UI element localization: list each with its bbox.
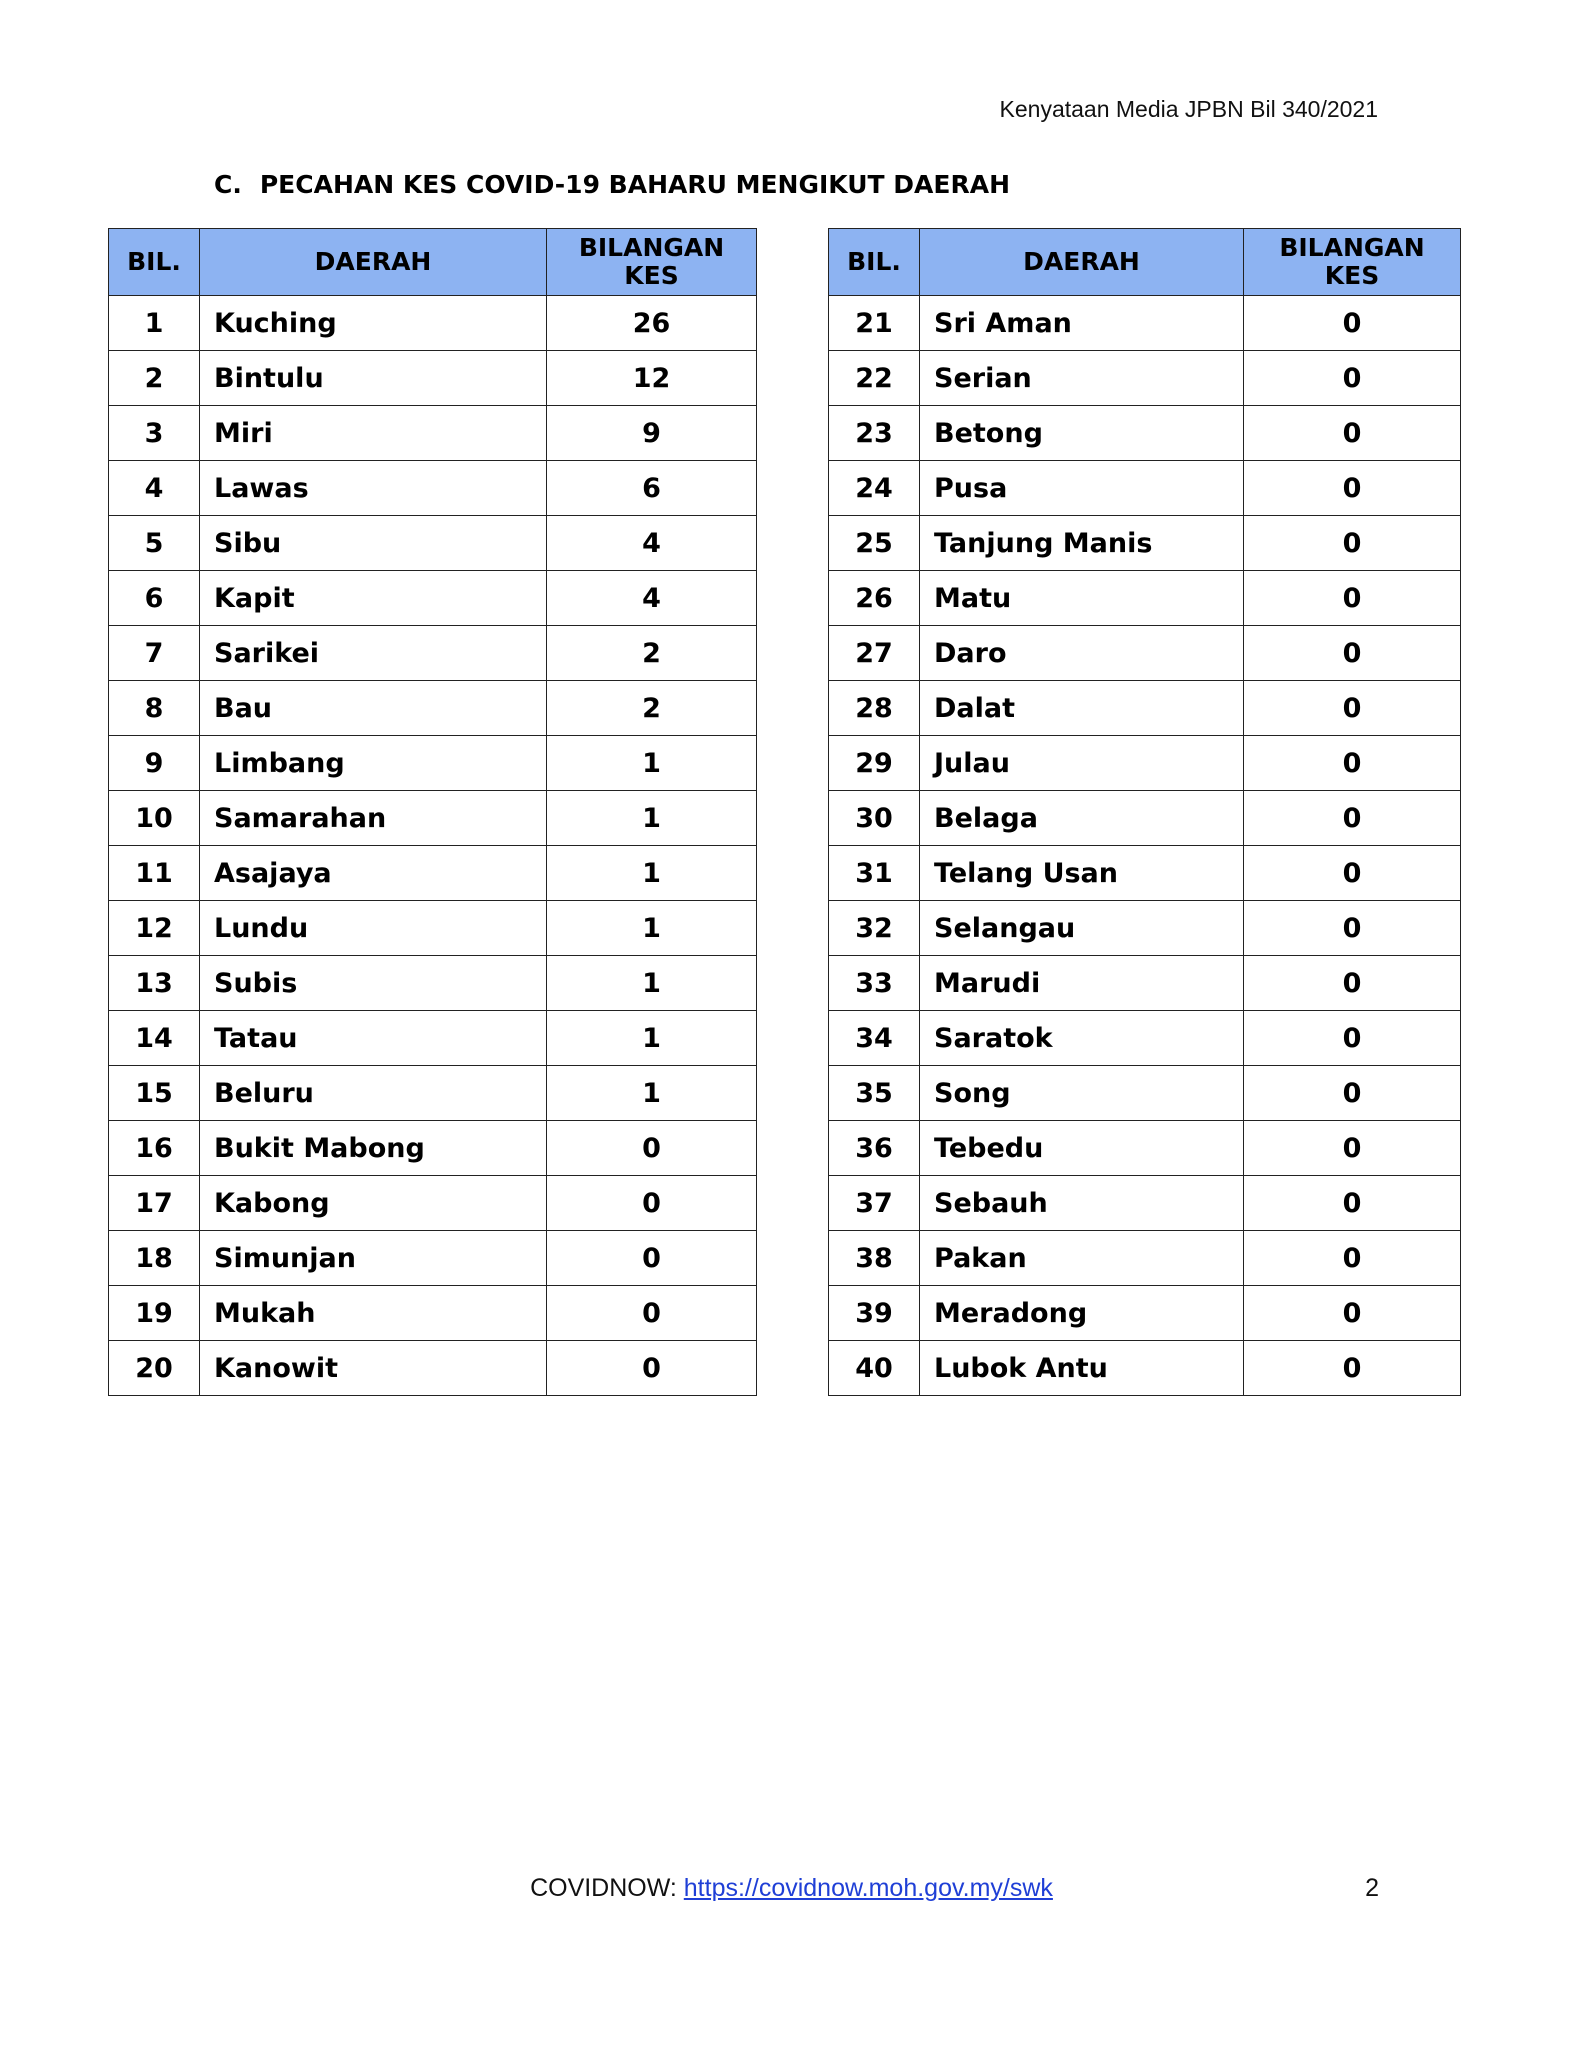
row-number: 34 bbox=[829, 1011, 920, 1066]
row-number: 4 bbox=[109, 461, 200, 516]
row-number: 8 bbox=[109, 681, 200, 736]
district-name: Sarikei bbox=[200, 626, 547, 681]
table-row bbox=[829, 956, 1461, 1011]
row-number: 20 bbox=[109, 1341, 200, 1396]
district-name: Kanowit bbox=[200, 1341, 547, 1396]
district-name: Lawas bbox=[200, 461, 547, 516]
table-header-row bbox=[829, 229, 1461, 296]
district-name: Telang Usan bbox=[920, 846, 1244, 901]
table-row bbox=[829, 1066, 1461, 1121]
case-count: 0 bbox=[547, 1286, 757, 1341]
row-number: 12 bbox=[109, 901, 200, 956]
table-row bbox=[109, 1231, 757, 1286]
table-row bbox=[109, 461, 757, 516]
row-number: 3 bbox=[109, 406, 200, 461]
column-header-bilangan-kes bbox=[547, 229, 757, 296]
table-row bbox=[109, 736, 757, 791]
case-count: 0 bbox=[1244, 406, 1461, 461]
document-reference: Kenyataan Media JPBN Bil 340/2021 bbox=[999, 96, 1378, 122]
district-name: Subis bbox=[200, 956, 547, 1011]
column-header-kes: KES bbox=[1324, 261, 1380, 290]
case-count: 2 bbox=[547, 626, 757, 681]
case-count: 0 bbox=[547, 1176, 757, 1231]
table-row bbox=[109, 901, 757, 956]
table-row bbox=[829, 626, 1461, 681]
district-name: Samarahan bbox=[200, 791, 547, 846]
section-letter: C. bbox=[214, 170, 242, 199]
district-name: Selangau bbox=[920, 901, 1244, 956]
case-count: 0 bbox=[1244, 1121, 1461, 1176]
row-number: 7 bbox=[109, 626, 200, 681]
district-name: Kuching bbox=[200, 296, 547, 351]
table-row bbox=[829, 791, 1461, 846]
case-count: 1 bbox=[547, 846, 757, 901]
column-header-bilangan: BILANGAN bbox=[578, 233, 725, 262]
case-count: 1 bbox=[547, 901, 757, 956]
table-row bbox=[829, 1121, 1461, 1176]
district-name: Limbang bbox=[200, 736, 547, 791]
case-count: 0 bbox=[547, 1341, 757, 1396]
case-count: 0 bbox=[547, 1121, 757, 1176]
table-row bbox=[829, 351, 1461, 406]
column-header-bil: BIL. bbox=[109, 229, 200, 296]
column-header-bil: BIL. bbox=[829, 229, 920, 296]
district-name: Pakan bbox=[920, 1231, 1244, 1286]
case-count: 1 bbox=[547, 956, 757, 1011]
district-name: Lundu bbox=[200, 901, 547, 956]
case-count: 0 bbox=[1244, 956, 1461, 1011]
table-row bbox=[109, 681, 757, 736]
row-number: 16 bbox=[109, 1121, 200, 1176]
case-count: 0 bbox=[1244, 791, 1461, 846]
case-count: 0 bbox=[1244, 351, 1461, 406]
district-name: Kapit bbox=[200, 571, 547, 626]
table-row bbox=[829, 1231, 1461, 1286]
district-name: Julau bbox=[920, 736, 1244, 791]
district-name: Saratok bbox=[920, 1011, 1244, 1066]
district-table-left bbox=[108, 228, 757, 1396]
row-number: 23 bbox=[829, 406, 920, 461]
case-count: 4 bbox=[547, 571, 757, 626]
table-row bbox=[829, 1286, 1461, 1341]
table-row bbox=[829, 406, 1461, 461]
district-name: Tatau bbox=[200, 1011, 547, 1066]
case-count: 26 bbox=[547, 296, 757, 351]
table-header-row bbox=[109, 229, 757, 296]
table-body-left bbox=[109, 296, 757, 1396]
district-name: Bau bbox=[200, 681, 547, 736]
table-row bbox=[829, 901, 1461, 956]
district-name: Lubok Antu bbox=[920, 1341, 1244, 1396]
table-row bbox=[829, 736, 1461, 791]
table-row bbox=[829, 1176, 1461, 1231]
page-number: 2 bbox=[1365, 1874, 1379, 1902]
case-count: 0 bbox=[1244, 736, 1461, 791]
row-number: 11 bbox=[109, 846, 200, 901]
case-count: 0 bbox=[1244, 1231, 1461, 1286]
footer-label: COVIDNOW: bbox=[530, 1874, 684, 1902]
row-number: 18 bbox=[109, 1231, 200, 1286]
district-name: Bukit Mabong bbox=[200, 1121, 547, 1176]
table-row bbox=[109, 406, 757, 461]
row-number: 25 bbox=[829, 516, 920, 571]
district-name: Sri Aman bbox=[920, 296, 1244, 351]
case-count: 0 bbox=[1244, 846, 1461, 901]
district-name: Sebauh bbox=[920, 1176, 1244, 1231]
row-number: 19 bbox=[109, 1286, 200, 1341]
row-number: 29 bbox=[829, 736, 920, 791]
district-name: Serian bbox=[920, 351, 1244, 406]
table-row bbox=[829, 296, 1461, 351]
district-name: Simunjan bbox=[200, 1231, 547, 1286]
row-number: 24 bbox=[829, 461, 920, 516]
table-row bbox=[109, 296, 757, 351]
district-name: Daro bbox=[920, 626, 1244, 681]
table-row bbox=[829, 461, 1461, 516]
district-name: Bintulu bbox=[200, 351, 547, 406]
table-row bbox=[109, 791, 757, 846]
case-count: 4 bbox=[547, 516, 757, 571]
case-count: 1 bbox=[547, 1066, 757, 1121]
footer bbox=[0, 1874, 1583, 1903]
case-count: 0 bbox=[1244, 571, 1461, 626]
district-name: Betong bbox=[920, 406, 1244, 461]
column-header-bilangan: BILANGAN bbox=[1279, 233, 1425, 262]
district-name: Beluru bbox=[200, 1066, 547, 1121]
row-number: 33 bbox=[829, 956, 920, 1011]
case-count: 0 bbox=[547, 1231, 757, 1286]
table-row bbox=[109, 1066, 757, 1121]
row-number: 30 bbox=[829, 791, 920, 846]
table-row bbox=[109, 516, 757, 571]
row-number: 26 bbox=[829, 571, 920, 626]
district-name: Song bbox=[920, 1066, 1244, 1121]
case-count: 0 bbox=[1244, 626, 1461, 681]
district-name: Sibu bbox=[200, 516, 547, 571]
district-name: Pusa bbox=[920, 461, 1244, 516]
row-number: 36 bbox=[829, 1121, 920, 1176]
row-number: 17 bbox=[109, 1176, 200, 1231]
column-header-daerah: DAERAH bbox=[200, 229, 547, 296]
table-row bbox=[109, 956, 757, 1011]
row-number: 31 bbox=[829, 846, 920, 901]
case-count: 0 bbox=[1244, 516, 1461, 571]
case-count: 0 bbox=[1244, 461, 1461, 516]
row-number: 35 bbox=[829, 1066, 920, 1121]
table-row bbox=[109, 1011, 757, 1066]
case-count: 0 bbox=[1244, 681, 1461, 736]
row-number: 22 bbox=[829, 351, 920, 406]
row-number: 38 bbox=[829, 1231, 920, 1286]
row-number: 40 bbox=[829, 1341, 920, 1396]
table-row bbox=[829, 1341, 1461, 1396]
row-number: 28 bbox=[829, 681, 920, 736]
district-name: Matu bbox=[920, 571, 1244, 626]
column-header-daerah: DAERAH bbox=[920, 229, 1244, 296]
row-number: 6 bbox=[109, 571, 200, 626]
case-count: 0 bbox=[1244, 296, 1461, 351]
case-count: 0 bbox=[1244, 1286, 1461, 1341]
table-row bbox=[109, 351, 757, 406]
row-number: 9 bbox=[109, 736, 200, 791]
table-row bbox=[109, 1341, 757, 1396]
table-row bbox=[109, 846, 757, 901]
row-number: 15 bbox=[109, 1066, 200, 1121]
district-name: Meradong bbox=[920, 1286, 1244, 1341]
district-name: Kabong bbox=[200, 1176, 547, 1231]
district-name: Mukah bbox=[200, 1286, 547, 1341]
district-name: Tebedu bbox=[920, 1121, 1244, 1176]
table-row bbox=[109, 626, 757, 681]
case-count: 9 bbox=[547, 406, 757, 461]
district-name: Asajaya bbox=[200, 846, 547, 901]
table-row bbox=[829, 571, 1461, 626]
case-count: 0 bbox=[1244, 1011, 1461, 1066]
case-count: 0 bbox=[1244, 1176, 1461, 1231]
row-number: 10 bbox=[109, 791, 200, 846]
table-row bbox=[829, 681, 1461, 736]
table-row bbox=[829, 1011, 1461, 1066]
case-count: 6 bbox=[547, 461, 757, 516]
table-row bbox=[109, 1286, 757, 1341]
row-number: 14 bbox=[109, 1011, 200, 1066]
section-title-text: PECAHAN KES COVID-19 BAHARU MENGIKUT DAERAH bbox=[259, 170, 1010, 199]
row-number: 1 bbox=[109, 296, 200, 351]
district-name: Tanjung Manis bbox=[920, 516, 1244, 571]
case-count: 12 bbox=[547, 351, 757, 406]
row-number: 21 bbox=[829, 296, 920, 351]
covidnow-link[interactable]: https://covidnow.moh.gov.my/swk bbox=[683, 1874, 1053, 1902]
row-number: 27 bbox=[829, 626, 920, 681]
table-body-right bbox=[829, 296, 1461, 1396]
district-name: Belaga bbox=[920, 791, 1244, 846]
row-number: 32 bbox=[829, 901, 920, 956]
table-row bbox=[829, 846, 1461, 901]
table-row bbox=[109, 1121, 757, 1176]
row-number: 2 bbox=[109, 351, 200, 406]
case-count: 1 bbox=[547, 736, 757, 791]
case-count: 0 bbox=[1244, 901, 1461, 956]
district-name: Dalat bbox=[920, 681, 1244, 736]
row-number: 39 bbox=[829, 1286, 920, 1341]
case-count: 0 bbox=[1244, 1066, 1461, 1121]
row-number: 5 bbox=[109, 516, 200, 571]
case-count: 1 bbox=[547, 791, 757, 846]
case-count: 2 bbox=[547, 681, 757, 736]
row-number: 37 bbox=[829, 1176, 920, 1231]
case-count: 0 bbox=[1244, 1341, 1461, 1396]
column-header-bilangan-kes bbox=[1244, 229, 1461, 296]
column-header-kes: KES bbox=[624, 261, 679, 290]
table-row bbox=[109, 1176, 757, 1231]
district-name: Miri bbox=[200, 406, 547, 461]
case-count: 1 bbox=[547, 1011, 757, 1066]
district-table-right bbox=[828, 228, 1461, 1396]
table-row bbox=[829, 516, 1461, 571]
district-name: Marudi bbox=[920, 956, 1244, 1011]
row-number: 13 bbox=[109, 956, 200, 1011]
table-row bbox=[109, 571, 757, 626]
section-title bbox=[214, 170, 1010, 199]
